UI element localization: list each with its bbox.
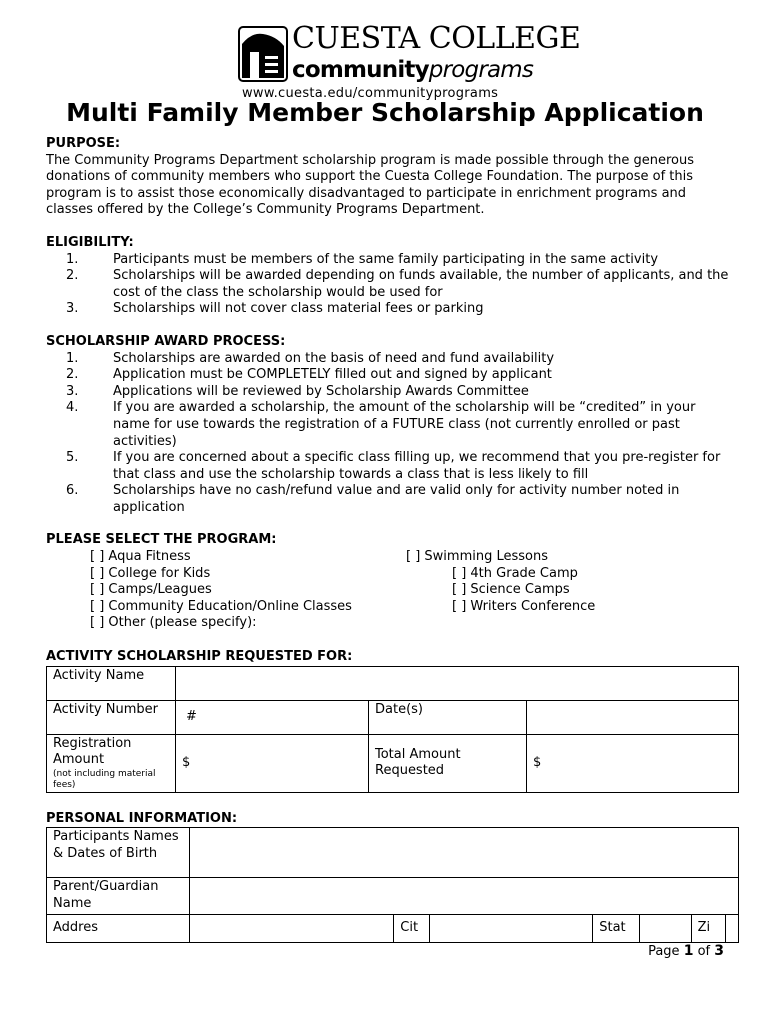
program-option-camps-leagues[interactable]: [ ] Camps/Leagues (90, 582, 212, 598)
list-item: 1. Participants must be members of the same family participating in the same activity (66, 251, 659, 267)
activity-number-field[interactable]: # (176, 700, 369, 734)
list-item: 2. Scholarships will be awarded depending on funds available, the number of applicants, and the cost of the class the scholarship would be used for (66, 268, 729, 300)
guardian-field[interactable] (190, 878, 739, 914)
form-content (46, 136, 736, 943)
list-item: 5. If you are concerned about a specific class filling up, we recommend that you pre-register for that class and use the scholarship towards a class that is less likely to fill (66, 450, 721, 482)
program-option-college-for-kids[interactable]: [ ] College for Kids (90, 565, 211, 581)
list-item: 3. Applications will be reviewed by Scholarship Awards Committee (66, 383, 529, 399)
eligibility-list (46, 252, 736, 318)
address-label: Addres (47, 914, 190, 942)
activity-table (46, 666, 739, 793)
logo-college-name: CUESTA COLLEGE (292, 21, 581, 56)
state-field[interactable] (639, 914, 691, 942)
zip-field[interactable] (726, 914, 739, 942)
award-process-list (46, 351, 736, 517)
logo-url: www.cuesta.edu/communityprograms (242, 86, 499, 101)
activity-dates-field[interactable] (527, 700, 739, 734)
program-option-aqua-fitness[interactable]: [ ] Aqua Fitness (90, 549, 191, 565)
eligibility-heading: ELIGIBILITY: (46, 234, 134, 250)
college-emblem-icon (238, 26, 288, 82)
total-amount-label: Total Amount Requested (369, 734, 527, 792)
state-label: Stat (593, 914, 639, 942)
page-number: Page 1 of 3 (648, 943, 724, 959)
program-option-other[interactable]: [ ] Other (please specify): (90, 615, 257, 631)
list-item: 4. If you are awarded a scholarship, the amount of the scholarship will be “credited” in your name for use towards the registration of a FUTURE class (not currently enrolled or past activities) (66, 400, 696, 449)
total-amount-field[interactable]: $ (527, 734, 739, 792)
list-item: 6. Scholarships have no cash/refund value and are valid only for activity number noted in application (66, 483, 680, 515)
award-process-heading: SCHOLARSHIP AWARD PROCESS: (46, 333, 286, 349)
city-field[interactable] (429, 914, 592, 942)
activity-dates-label: Date(s) (369, 700, 527, 734)
purpose-heading: PURPOSE: (46, 136, 121, 151)
guardian-label: Parent/Guardian Name (47, 878, 190, 914)
cuesta-logo (238, 21, 581, 104)
program-option-4th-grade-camp[interactable]: [ ] 4th Grade Camp (452, 565, 578, 581)
program-select-heading: PLEASE SELECT THE PROGRAM: (46, 532, 277, 548)
activity-heading: ACTIVITY SCHOLARSHIP REQUESTED FOR: (46, 649, 353, 665)
zip-label: Zi (691, 914, 725, 942)
personal-info-heading: PERSONAL INFORMATION: (46, 810, 238, 826)
program-option-swimming-lessons[interactable]: [ ] Swimming Lessons (406, 549, 548, 565)
city-label: Cit (394, 914, 430, 942)
program-option-science-camps[interactable]: [ ] Science Camps (452, 582, 570, 598)
purpose-text: The Community Programs Department scholarship program is made possible through the generous donations of community members who support the Cuesta College Foundation. The purpose of this program is to assist those economically disadvantaged to participate in enrichment programs and classes offered by the College’s Community Programs Department. (46, 152, 694, 218)
participants-label: Participants Names & Dates of Birth (47, 828, 190, 878)
participants-field[interactable] (190, 828, 739, 878)
address-field[interactable] (190, 914, 394, 942)
page-title: Multi Family Member Scholarship Application (66, 98, 704, 127)
activity-number-label: Activity Number (47, 700, 176, 734)
program-option-community-education[interactable]: [ ] Community Education/Online Classes (90, 598, 352, 614)
activity-name-label: Activity Name (47, 666, 176, 700)
program-checklist (46, 549, 736, 633)
list-item: 3. Scholarships will not cover class material fees or parking (66, 301, 484, 317)
list-item: 1. Scholarships are awarded on the basis of need and fund availability (66, 350, 555, 366)
program-option-writers-conference[interactable]: [ ] Writers Conference (452, 598, 596, 614)
activity-name-field[interactable] (176, 666, 739, 700)
registration-amount-label: Registration Amount (not including material fees) (47, 734, 176, 792)
registration-amount-field[interactable]: $ (176, 734, 369, 792)
personal-info-table (46, 827, 739, 942)
logo-community-programs: communityprograms (292, 57, 534, 83)
list-item: 2. Application must be COMPLETELY filled out and signed by applicant (66, 367, 552, 383)
